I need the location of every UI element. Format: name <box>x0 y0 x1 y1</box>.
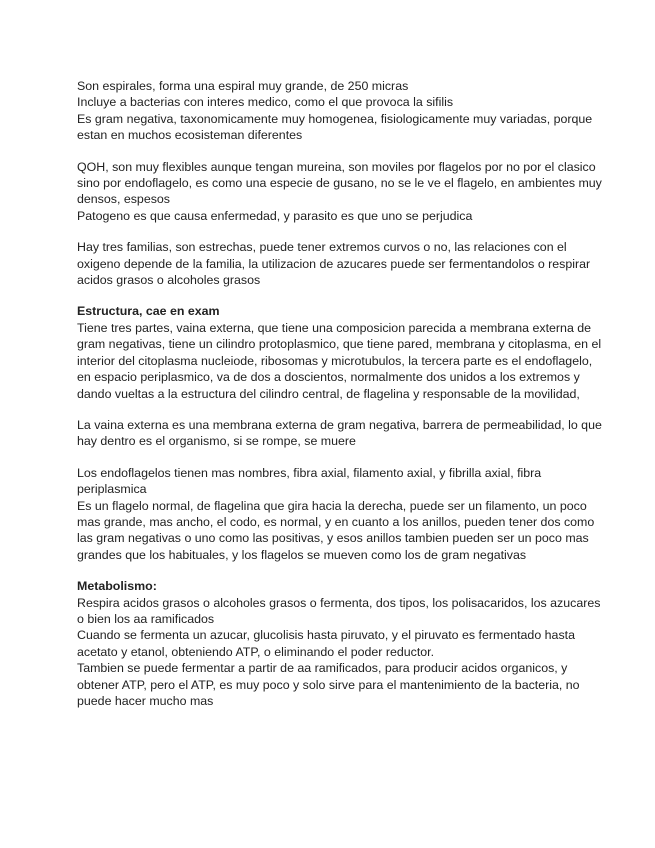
text-line: Es un flagelo normal, de flagelina que gira hacia la derecha, puede ser un filamento, un poco <box>77 498 587 513</box>
section-heading: Metabolismo: <box>77 579 157 594</box>
text-line: densos, espesos <box>77 192 170 207</box>
text-line: hay dentro es el organismo, si se rompe, se muere <box>77 434 356 449</box>
text-line: Hay tres familias, son estrechas, puede tener extremos curvos o no, las relaciones con el <box>77 240 567 255</box>
document-page <box>77 78 602 724</box>
text-line: Tambien se puede fermentar a partir de aa ramificados, para producir acidos organicos, y <box>77 661 568 676</box>
paragraph <box>77 159 602 225</box>
text-line: Cuando se fermenta un azucar, glucolisis hasta piruvato, y el piruvato es fermentado hasta <box>77 628 575 643</box>
text-line: o bien los aa ramificados <box>77 611 215 626</box>
text-line: grandes que los habituales, y los flagelos se mueven como los de gram negativas <box>77 547 527 562</box>
text-line: oxigeno depende de la familia, la utilizacion de azucares puede ser fermentandolos o respirar <box>77 256 591 271</box>
text-line: Incluye a bacterias con interes medico, como el que provoca la sifilis <box>77 95 454 110</box>
paragraph <box>77 303 602 401</box>
paragraph <box>77 78 593 144</box>
text-line: Es gram negativa, taxonomicamente muy homogenea, fisiologicamente muy variadas, porque <box>77 111 593 126</box>
paragraph <box>77 417 602 450</box>
text-line: Respira acidos grasos o alcoholes grasos o fermenta, dos tipos, los polisacaridos, los azucares <box>77 595 601 610</box>
text-line: obtener ATP, pero el ATP, es muy poco y solo sirve para el mantenimiento de la bacteria, no <box>77 677 580 692</box>
text-line: en espacio periplasmico, va de dos a doscientos, normalmente dos unidos a los extremos y <box>77 370 580 385</box>
text-line: Patogeno es que causa enfermedad, y parasito es que uno se perjudica <box>77 208 473 223</box>
text-line: dando vueltas a la estructura del cilindro central, de flagelina y responsable de la movilidad, <box>77 386 580 401</box>
text-line: periplasmica <box>77 482 147 497</box>
paragraph <box>77 239 591 288</box>
section-heading: Estructura, cae en exam <box>77 304 220 319</box>
text-line: puede hacer mucho mas <box>77 694 214 708</box>
text-line: La vaina externa es una membrana externa de gram negativa, barrera de permeabilidad, lo que <box>77 417 602 432</box>
text-line: mas grande, mas ancho, el codo, es normal, y en cuanto a los anillos, pueden tener dos como <box>77 514 595 529</box>
text-line: estan en muchos ecosisteman diferentes <box>77 128 303 143</box>
paragraph <box>77 465 595 563</box>
text-line: acetato y etanol, obteniendo ATP, o eliminando el poder reductor. <box>77 644 435 659</box>
text-line: las gram negativas o uno como las positivas, y esos anillos tambien pueden ser un poco mas <box>77 531 589 546</box>
text-line: gram negativas, tiene un cilindro protoplasmico, que tiene pared, membrana y citoplasma, en el <box>77 337 602 352</box>
text-line: Tiene tres partes, vaina externa, que tiene una composicion parecida a membrana externa de <box>77 320 592 335</box>
text-line: acidos grasos o alcoholes grasos <box>77 273 261 288</box>
text-line: Son espirales, forma una espiral muy grande, de 250 micras <box>77 79 409 93</box>
text-line: QOH, son muy flexibles aunque tengan mureina, son moviles por flagelos por no por el clasico <box>77 159 596 174</box>
text-line: Los endoflagelos tienen mas nombres, fibra axial, filamento axial, y fibrilla axial, fibra <box>77 465 542 480</box>
paragraph <box>77 578 601 709</box>
text-line: sino por endoflagelo, es como una especie de gusano, no se le ve el flagelo, en ambientes muy <box>77 176 602 191</box>
text-line: interior del citoplasma nucleiode, ribosomas y microtubulos, la tercera parte es el endoflagelo, <box>77 353 593 368</box>
